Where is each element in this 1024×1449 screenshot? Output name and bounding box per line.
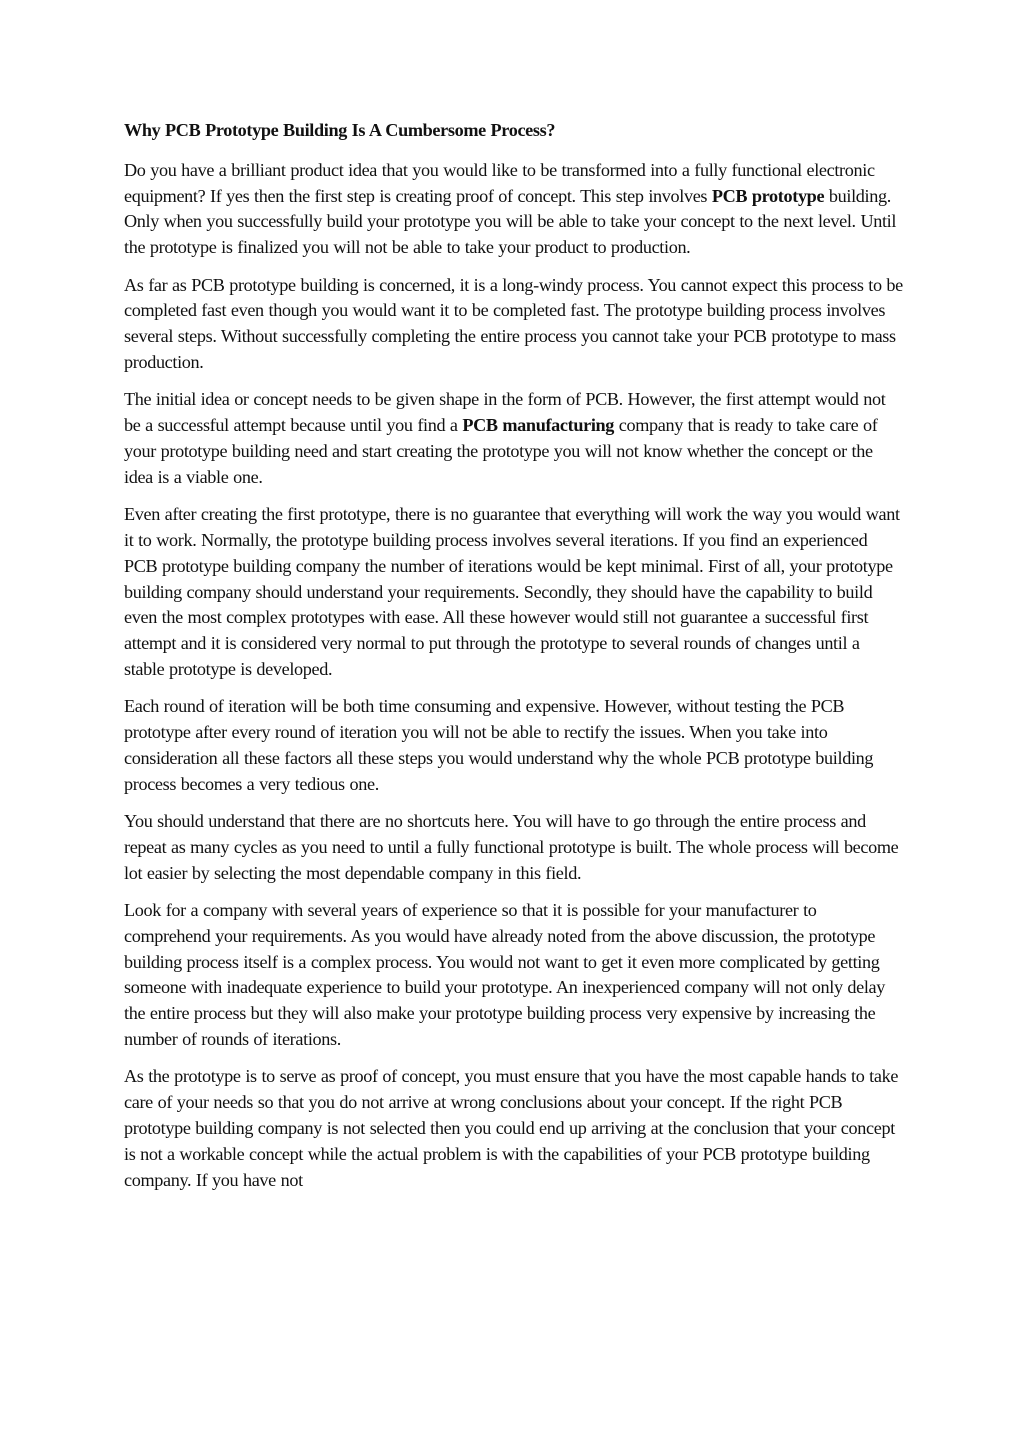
pcb-prototype-bold: PCB prototype xyxy=(711,185,825,206)
paragraph-3 xyxy=(124,387,904,490)
paragraph-5: Each round of iteration will be both time consuming and expensive. However, without testing the PCB prototype after every round of iteration you will not be able to rectify the issues. When you take into consideration all these factors all these steps you would understand why the whole PCB prototype building process becomes a very tedious one. xyxy=(124,696,874,794)
document-page xyxy=(124,118,904,1205)
paragraph-1-text-a: Do you have a brilliant product idea that you would like to be transformed into a fully functional electronic equipment? If yes then the first step is creating proof of concept. This step involves xyxy=(124,159,875,206)
paragraph-7: Look for a company with several years of experience so that it is possible for your manufacturer to comprehend your requirements. As you would have already noted from the above discussion, the prototype building process itself is a complex process. You would not want to get it even more complicated by getting someone with inadequate experience to build your prototype. An inexperienced company will not only delay the entire process but they will also make your prototype building process very expensive by increasing the number of rounds of iterations. xyxy=(124,900,886,1050)
paragraph-1 xyxy=(124,158,904,261)
paragraph-1-text-b: building. Only when you successfully build your prototype you will be able to take your concept to the next level. Until the prototype is finalized you will not be able to take your product to production. xyxy=(124,185,897,258)
paragraph-2: As far as PCB prototype building is concerned, it is a long-windy process. You cannot expect this process to be completed fast even though you would want it to be completed fast. The prototype building process involves several steps. Without successfully completing the entire process you cannot take your PCB prototype to mass production. xyxy=(124,274,903,372)
paragraph-4: Even after creating the first prototype, there is no guarantee that everything will work the way you would want it to work. Normally, the prototype building process involves several iterations. If you find an experienced PCB prototype building company the number of iterations would be kept minimal. First of all, your prototype building company should understand your requirements. Secondly, they should have the capability to build even the most complex prototypes with ease. All these however would still not guarantee a successful first attempt and it is considered very normal to put through the prototype to several rounds of changes until a stable prototype is developed. xyxy=(124,504,900,679)
paragraph-3-text-b: company that is ready to take care of your prototype building need and start creating the prototype you will not know whether the concept or the idea is a viable one. xyxy=(124,415,878,487)
paragraph-6: You should understand that there are no shortcuts here. You will have to go through the entire process and repeat as many cycles as you need to until a fully functional prototype is built. The whole process will become lot easier by selecting the most dependable company in this field. xyxy=(124,811,899,883)
paragraph-3-text-a: The initial idea or concept needs to be given shape in the form of PCB. However, the first attempt would not be a successful attempt because until you find a xyxy=(124,389,886,436)
document-title: Why PCB Prototype Building Is A Cumbersome Process? xyxy=(124,120,556,140)
pcb-manufacturing-bold: PCB manufacturing xyxy=(462,415,615,436)
paragraph-8: As the prototype is to serve as proof of concept, you must ensure that you have the most capable hands to take care of your needs so that you do not arrive at wrong conclusions about your concept. If the right PCB prototype building company is not selected then you could end up arriving at the conclusion that your concept is not a workable concept while the actual problem is with the capabilities of your PCB prototype building company. If you have not xyxy=(124,1066,899,1190)
